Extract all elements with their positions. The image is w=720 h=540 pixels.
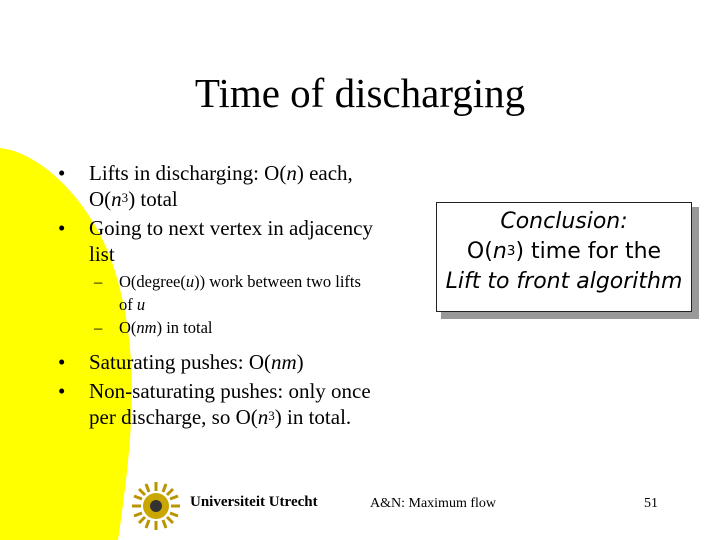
conclusion-line-3: Lift to front algorithm bbox=[445, 269, 683, 294]
bullet-adjacency: • Going to next vertex in adjacency list bbox=[58, 216, 373, 266]
subbullet-degree: – O(degree(u)) work between two lifts of u bbox=[94, 272, 361, 314]
bullet-saturating: • Saturating pushes: O(nm) bbox=[58, 350, 304, 374]
bullet-nonsaturating: • Non-saturating pushes: only once per discharge, so $O(n^3)$ in total. bbox=[58, 379, 371, 429]
footer-course: A&N: Maximum flow bbox=[370, 496, 496, 511]
conclusion-line-2: $O(n^3)$ time for the bbox=[466, 239, 662, 264]
bullet-lifts: • Lifts in discharging: O(n) each, $O(n^3)$ total bbox=[58, 161, 353, 211]
subbullet-total: – O(nm) in total bbox=[94, 318, 213, 337]
slide-title: Time of discharging bbox=[194, 70, 526, 116]
page-number: 51 bbox=[644, 496, 658, 511]
conclusion-heading: Conclusion: bbox=[500, 209, 628, 234]
conclusion-box bbox=[436, 202, 692, 312]
bullet-list bbox=[58, 160, 428, 430]
sun-logo-icon bbox=[130, 480, 182, 532]
university-name: Universiteit Utrecht bbox=[190, 494, 318, 510]
